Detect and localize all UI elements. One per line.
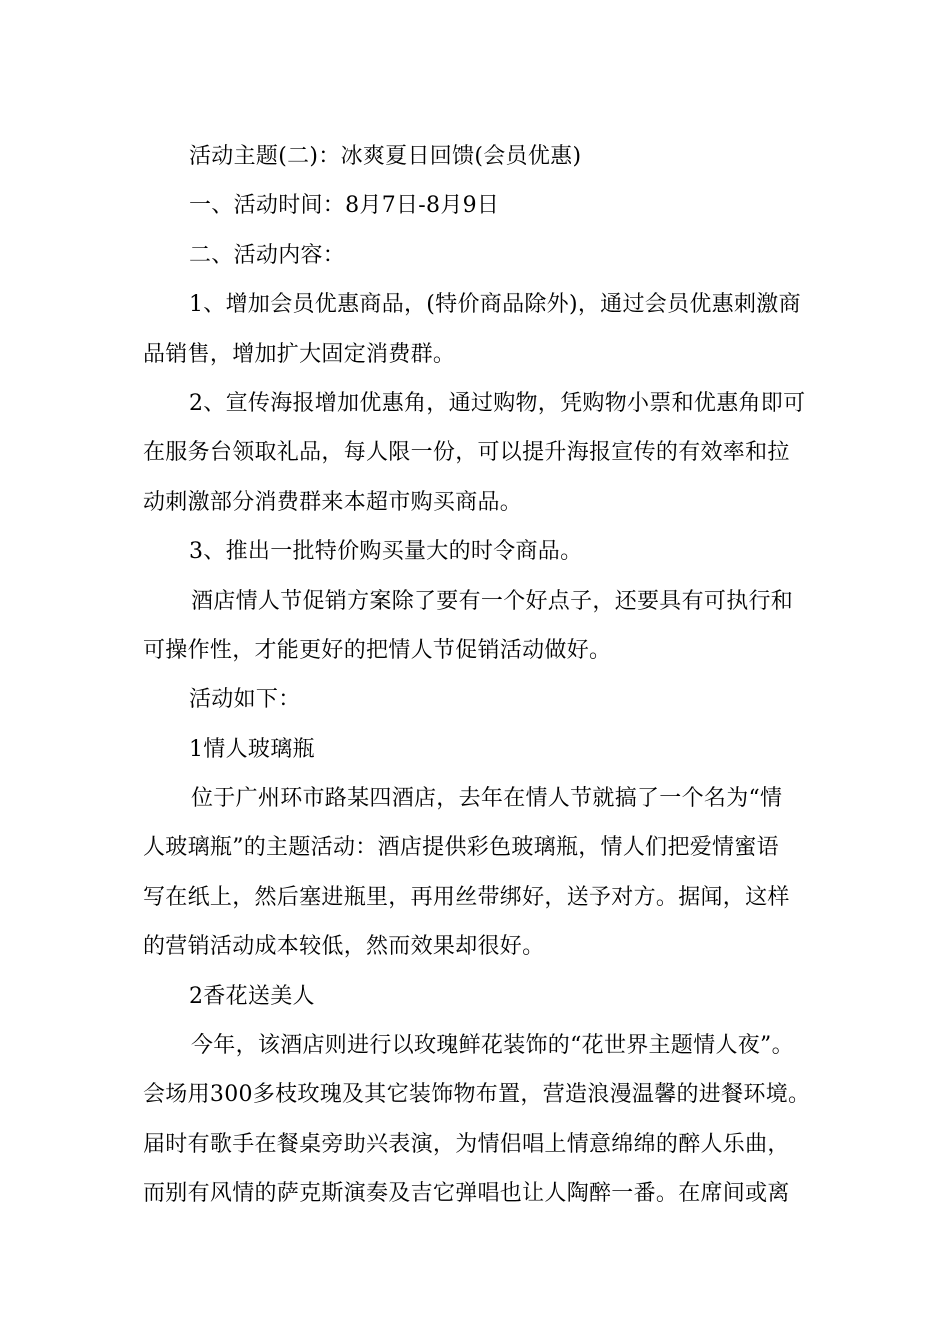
paragraph-line: 写在纸上，然后塞进瓶里，再用丝带绑好，送予对方。据闻，这样 <box>143 884 790 910</box>
paragraph-line: 3、推出一批特价购买量大的时令商品。 <box>189 539 583 565</box>
paragraph-line: 会场用300多枝玫瑰及其它装饰物布置，营造浪漫温馨的进餐环境。 <box>143 1082 811 1108</box>
paragraph-line: 1、增加会员优惠商品，(特价商品除外)，通过会员优惠刺激商 <box>189 292 801 318</box>
paragraph-line: 2、宣传海报增加优惠角，通过购物，凭购物小票和优惠角即可 <box>189 390 806 416</box>
paragraph-line: 酒店情人节促销方案除了要有一个好点子，还要具有可执行和 <box>191 588 794 614</box>
document-body <box>143 132 833 1219</box>
activity-theme-heading: 活动主题(二)：冰爽夏日回馈(会员优惠) <box>189 144 582 169</box>
paragraph-line: 届时有歌手在餐桌旁助兴表演，为情侣唱上情意绵绵的醉人乐曲， <box>143 1131 790 1157</box>
paragraph-line: 可操作性，才能更好的把情人节促销活动做好。 <box>143 637 612 663</box>
paragraph-line: 品销售，增加扩大固定消费群。 <box>143 341 456 367</box>
paragraph-line: 在服务台领取礼品，每人限一份，可以提升海报宣传的有效率和拉 <box>143 440 790 466</box>
paragraph-line: 今年，该酒店则进行以玫瑰鲜花装饰的“花世界主题情人夜”。 <box>191 1033 794 1059</box>
paragraph-line: 动刺激部分消费群来本超市购买商品。 <box>143 489 523 515</box>
paragraph-line: 而别有风情的萨克斯演奏及吉它弹唱也让人陶醉一番。在席间或离 <box>143 1181 790 1207</box>
activities-heading: 活动如下： <box>189 687 301 713</box>
activity-content-heading: 二、活动内容： <box>189 242 346 268</box>
section-heading-flowers: 2香花送美人 <box>189 983 315 1009</box>
paragraph-line: 的营销活动成本较低，然而效果却很好。 <box>143 934 545 960</box>
paragraph-line: 位于广州环市路某四酒店，去年在情人节就搞了一个名为“情 <box>191 786 783 812</box>
section-heading-glass-bottle: 1情人玻璃瓶 <box>189 736 315 762</box>
paragraph-line: 人玻璃瓶”的主题活动：酒店提供彩色玻璃瓶，情人们把爱情蜜语 <box>143 835 779 861</box>
activity-time-line: 一、活动时间：8月7日-8月9日 <box>189 193 500 219</box>
